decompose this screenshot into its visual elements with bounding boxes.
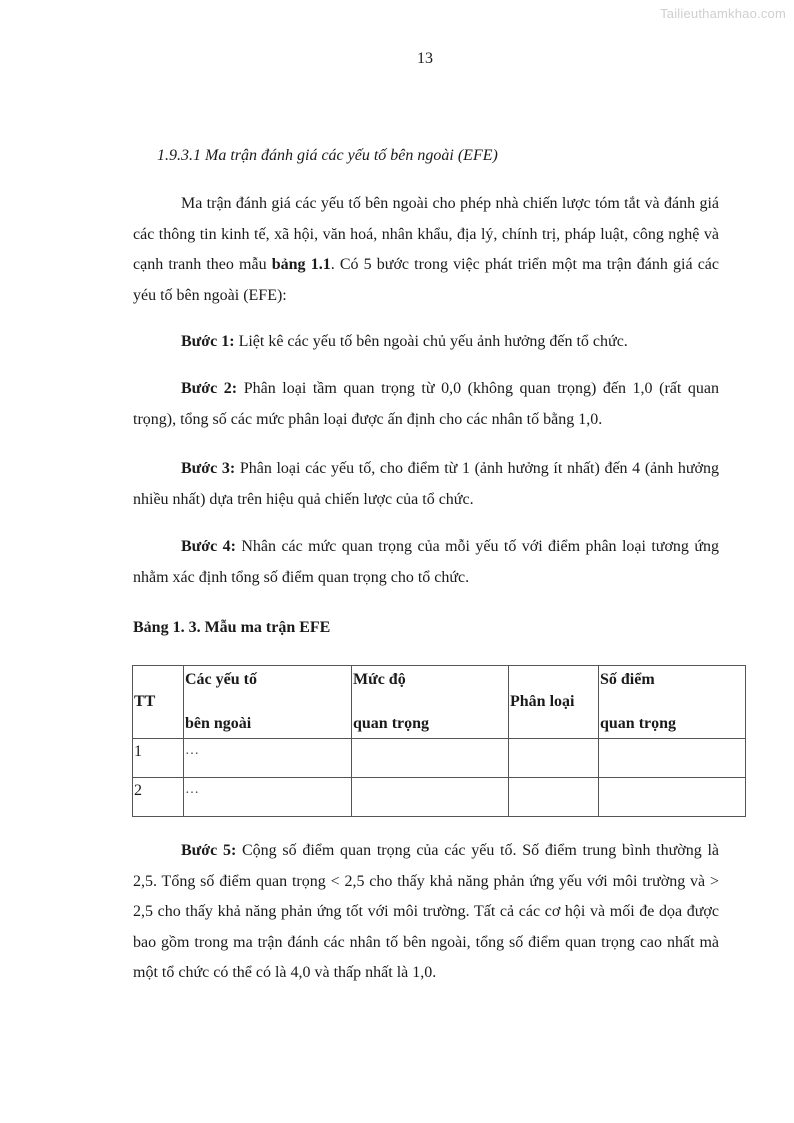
cell-tt: 1 [133,739,184,778]
step-1-paragraph [133,327,719,358]
step-label: Bước 2: [181,380,238,397]
step-text: Liệt kê các yếu tố bên ngoài chủ yếu ảnh hưởng đến tổ chức. [234,333,628,350]
section-heading: 1.9.3.1 Ma trận đánh giá các yếu tố bên ngoài (EFE) [157,147,498,164]
cell-score [599,778,746,817]
cell-score [599,739,746,778]
step-text: Phân loại tầm quan trọng từ 0,0 (không quan trọng) đến 1,0 (rất quan trọng), tổng số các mức phân loại được ấn định cho các nhân tố bằng 1,0. [133,380,720,428]
intro-table-reference: bảng 1.1 [271,256,331,274]
step-label: Bước 5: [181,842,237,859]
cell-factor: … [184,739,352,778]
intro-text-before: Ma trận đánh giá các yếu tố bên ngoài cho phép nhà chiến lược tóm tắt và đánh giá các thông tin kinh tế, xã hội, văn hoá, nhân khẩu, địa lý, chính trị, pháp luật, công nghệ và cạnh tranh theo mẫu [133,195,719,274]
step-4-paragraph [133,532,719,593]
step-5-paragraph [133,836,719,989]
step-2-paragraph [133,374,719,435]
header-weighted-score: Số điểm quan trọng [599,666,746,739]
cell-importance [352,778,509,817]
cell-classification [509,739,599,778]
step-label: Bước 4: [181,538,236,555]
cell-classification [509,778,599,817]
step-label: Bước 1: [181,333,235,350]
step-label: Bước 3: [181,460,236,477]
table-header-row [133,666,746,739]
intro-paragraph [133,189,719,311]
header-importance-level: Mức độ quan trọng [352,666,509,739]
cell-importance [352,739,509,778]
header-tt: TT [133,666,184,739]
step-text: Cộng số điểm quan trọng của các yếu tố. Số điểm trung bình thường là 2,5. Tổng số điểm quan trọng < 2,5 cho thấy khả năng phản ứng yếu với môi trường và > 2,5 cho thấy khả năng phản ứng tốt với môi trường. Tất cả các cơ hội và mối đe dọa được bao gồm trong ma trận đánh các nhân tố bên ngoài, tổng số điểm quan trọng cao nhất mà một tổ chức có thể có là 4,0 và thấp nhất là 1,0. [133,842,719,982]
header-classification: Phân loại [509,666,599,739]
step-text: Phân loại các yếu tố, cho điểm từ 1 (ảnh hưởng ít nhất) đến 4 (ảnh hưởng nhiều nhất) dựa trên hiệu quả chiến lược của tổ chức. [133,460,720,508]
watermark: Tailieuthamkhao.com [660,6,786,21]
page-number: 13 [417,50,433,67]
table-row [133,739,746,778]
cell-tt: 2 [133,778,184,817]
intro-text-after: . Có 5 bước trong việc phát triển một ma trận đánh giá các yéu tố bên ngoài (EFE): [133,256,720,304]
step-3-paragraph [133,454,719,515]
header-external-factors: Các yếu tố bên ngoài [184,666,352,739]
table-caption: Bảng 1. 3. Mẫu ma trận EFE [133,619,331,636]
efe-matrix-table [132,665,746,817]
table-row [133,778,746,817]
step-text: Nhân các mức quan trọng của mỗi yếu tố với điểm phân loại tương ứng nhằm xác định tổng số điểm quan trọng cho tổ chức. [133,538,719,586]
cell-factor: … [184,778,352,817]
